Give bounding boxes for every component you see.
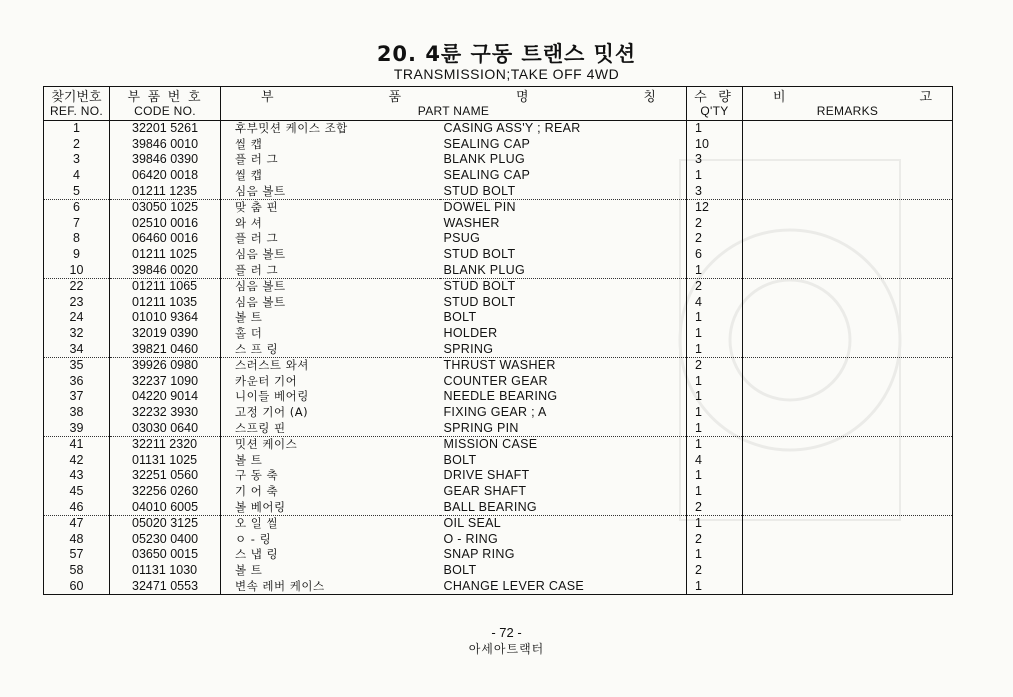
ref-no-cell: 43 bbox=[44, 468, 110, 484]
code-no-cell: 39926 0980 bbox=[110, 357, 221, 373]
english-name-cell: STUD BOLT bbox=[443, 247, 516, 262]
english-name-cell: SNAP RING bbox=[443, 547, 515, 562]
table-row bbox=[44, 547, 953, 563]
header-name-eng: PART NAME bbox=[417, 104, 490, 118]
code-no-cell: 01211 1035 bbox=[110, 295, 221, 311]
korean-name-cell: 스러스트 와셔 bbox=[221, 357, 440, 373]
korean-name-cell: 씰 캡 bbox=[235, 136, 263, 151]
remarks-cell bbox=[743, 547, 953, 563]
code-no-cell: 32237 1090 bbox=[110, 374, 221, 390]
english-name-cell: BLANK PLUG bbox=[443, 152, 526, 167]
korean-name-cell: 기 어 축 bbox=[235, 483, 279, 498]
quantity-cell: 1 bbox=[687, 436, 743, 452]
english-name-cell: SEALING CAP bbox=[443, 168, 531, 183]
header-part-name bbox=[221, 87, 687, 121]
ref-no-cell: 34 bbox=[44, 341, 110, 357]
korean-name-cell: 홀 더 bbox=[235, 326, 263, 341]
parts-table bbox=[43, 86, 953, 595]
quantity-cell: 2 bbox=[687, 499, 743, 515]
korean-name-cell: 볼 트 bbox=[235, 310, 263, 325]
ref-no-cell: 36 bbox=[44, 374, 110, 390]
code-no-cell: 01131 1030 bbox=[110, 563, 221, 579]
quantity-cell: 2 bbox=[687, 216, 743, 232]
table-row bbox=[44, 310, 953, 326]
table-row bbox=[44, 499, 953, 515]
table-row bbox=[44, 452, 953, 468]
korean-name-cell: 후부밋션 케이스 조합 bbox=[235, 121, 348, 136]
remarks-cell bbox=[743, 216, 953, 232]
english-name-cell: BALL BEARING bbox=[443, 499, 537, 514]
code-no-cell: 32232 3930 bbox=[110, 405, 221, 421]
quantity-cell: 1 bbox=[687, 547, 743, 563]
english-name-cell: BOLT bbox=[443, 452, 477, 467]
english-name-cell: DRIVE SHAFT bbox=[443, 468, 530, 483]
table-row bbox=[44, 183, 953, 199]
table-row bbox=[44, 295, 953, 311]
table-row bbox=[44, 278, 953, 294]
quantity-cell: 2 bbox=[687, 563, 743, 579]
table-row bbox=[44, 262, 953, 278]
ref-no-cell: 37 bbox=[44, 389, 110, 405]
code-no-cell: 01211 1025 bbox=[110, 247, 221, 263]
english-name-cell: STUD BOLT bbox=[440, 278, 687, 294]
code-no-cell: 39846 0010 bbox=[110, 137, 221, 153]
table-row bbox=[44, 326, 953, 342]
english-name-cell: O - RING bbox=[443, 531, 498, 546]
quantity-cell: 3 bbox=[687, 152, 743, 168]
ref-no-cell: 8 bbox=[44, 231, 110, 247]
quantity-cell: 2 bbox=[687, 231, 743, 247]
remarks-cell bbox=[743, 137, 953, 153]
english-name-cell: DOWEL PIN bbox=[440, 199, 687, 215]
remarks-cell bbox=[743, 578, 953, 594]
remarks-cell bbox=[743, 199, 953, 215]
quantity-cell: 4 bbox=[687, 295, 743, 311]
quantity-cell: 1 bbox=[687, 420, 743, 436]
english-name-cell: CHANGE LEVER CASE bbox=[443, 578, 585, 593]
table-row bbox=[44, 199, 953, 215]
table-row bbox=[44, 152, 953, 168]
table-header-row bbox=[44, 87, 953, 121]
code-no-cell: 06460 0016 bbox=[110, 231, 221, 247]
remarks-cell bbox=[743, 420, 953, 436]
table-row bbox=[44, 121, 953, 137]
remarks-cell bbox=[743, 468, 953, 484]
remarks-cell bbox=[743, 262, 953, 278]
remarks-cell bbox=[743, 436, 953, 452]
page-subtitle: TRANSMISSION;TAKE OFF 4WD bbox=[393, 66, 620, 82]
english-name-cell: OIL SEAL bbox=[440, 515, 687, 531]
korean-name-cell: 고정 기어 (A) bbox=[235, 404, 309, 419]
korean-name-cell: 변속 레버 케이스 bbox=[235, 578, 325, 593]
ref-no-cell: 35 bbox=[44, 357, 110, 373]
korean-name-cell: 볼 트 bbox=[235, 452, 263, 467]
code-no-cell: 01211 1065 bbox=[110, 278, 221, 294]
quantity-cell: 2 bbox=[687, 531, 743, 547]
ref-no-cell: 22 bbox=[44, 278, 110, 294]
code-no-cell: 03030 0640 bbox=[110, 420, 221, 436]
english-name-cell: STUD BOLT bbox=[443, 183, 516, 198]
ref-no-cell: 39 bbox=[44, 420, 110, 436]
remarks-cell bbox=[743, 121, 953, 137]
header-remarks bbox=[743, 87, 953, 121]
ref-no-cell: 32 bbox=[44, 326, 110, 342]
quantity-cell: 1 bbox=[687, 389, 743, 405]
korean-name-cell: 심음 볼트 bbox=[235, 294, 286, 309]
quantity-cell: 1 bbox=[687, 341, 743, 357]
english-name-cell: BOLT bbox=[443, 310, 477, 325]
code-no-cell: 01010 9364 bbox=[110, 310, 221, 326]
korean-name-cell: 스프링 핀 bbox=[235, 420, 286, 435]
code-no-cell: 32201 5261 bbox=[110, 121, 221, 137]
korean-name-cell: 와 셔 bbox=[235, 215, 263, 230]
table-row bbox=[44, 420, 953, 436]
table-row bbox=[44, 216, 953, 232]
code-no-cell: 32211 2320 bbox=[110, 436, 221, 452]
ref-no-cell: 1 bbox=[44, 121, 110, 137]
ref-no-cell: 41 bbox=[44, 436, 110, 452]
code-no-cell: 01211 1235 bbox=[110, 183, 221, 199]
ref-no-cell: 57 bbox=[44, 547, 110, 563]
korean-name-cell: 스 프 링 bbox=[235, 341, 279, 356]
ref-no-cell: 48 bbox=[44, 531, 110, 547]
ref-no-cell: 6 bbox=[44, 199, 110, 215]
table-row bbox=[44, 436, 953, 452]
quantity-cell: 1 bbox=[687, 374, 743, 390]
remarks-cell bbox=[743, 295, 953, 311]
header-name-kor bbox=[221, 89, 686, 104]
ref-no-cell: 46 bbox=[44, 499, 110, 515]
quantity-cell: 1 bbox=[687, 515, 743, 531]
ref-no-cell: 3 bbox=[44, 152, 110, 168]
english-name-cell: SPRING bbox=[443, 341, 494, 356]
quantity-cell: 6 bbox=[687, 247, 743, 263]
publisher-footer: 아세아트랙터 bbox=[468, 642, 545, 656]
remarks-cell bbox=[743, 389, 953, 405]
quantity-cell: 1 bbox=[687, 121, 743, 137]
quantity-cell: 3 bbox=[687, 183, 743, 199]
english-name-cell: SPRING PIN bbox=[443, 420, 519, 435]
code-no-cell: 39846 0390 bbox=[110, 152, 221, 168]
header-name-kor-2: 품 bbox=[388, 89, 402, 104]
code-no-cell: 05020 3125 bbox=[110, 515, 221, 531]
table-row bbox=[44, 484, 953, 500]
remarks-cell bbox=[743, 405, 953, 421]
remarks-cell bbox=[743, 452, 953, 468]
remarks-cell bbox=[743, 374, 953, 390]
ref-no-cell: 2 bbox=[44, 137, 110, 153]
korean-name-cell: 구 동 축 bbox=[235, 468, 279, 483]
english-name-cell: PSUG bbox=[443, 231, 481, 246]
header-name-kor-1: 부 bbox=[261, 89, 274, 104]
header-ref-kor: 찾기번호 bbox=[51, 89, 102, 104]
ref-no-cell: 4 bbox=[44, 168, 110, 184]
english-name-cell: BOLT bbox=[443, 562, 477, 577]
english-name-cell: THRUST WASHER bbox=[440, 357, 687, 373]
table-row bbox=[44, 341, 953, 357]
table-row bbox=[44, 405, 953, 421]
english-name-cell: CASING ASS'Y ; REAR bbox=[443, 121, 581, 136]
table-row bbox=[44, 168, 953, 184]
remarks-cell bbox=[743, 341, 953, 357]
table-row bbox=[44, 468, 953, 484]
english-name-cell: FIXING GEAR ; A bbox=[443, 404, 547, 419]
remarks-cell bbox=[743, 231, 953, 247]
korean-name-cell: 볼 트 bbox=[235, 562, 263, 577]
remarks-cell bbox=[743, 357, 953, 373]
quantity-cell: 1 bbox=[687, 326, 743, 342]
remarks-cell bbox=[743, 326, 953, 342]
table-row bbox=[44, 247, 953, 263]
english-name-cell: HOLDER bbox=[443, 326, 498, 341]
header-ref bbox=[44, 87, 110, 121]
english-name-cell: WASHER bbox=[443, 215, 500, 230]
quantity-cell: 1 bbox=[687, 405, 743, 421]
quantity-cell: 10 bbox=[687, 137, 743, 153]
page-title: 20. 4륜 구동 트랜스 밋션 bbox=[376, 42, 637, 66]
ref-no-cell: 60 bbox=[44, 578, 110, 594]
table-row bbox=[44, 357, 953, 373]
korean-name-cell: 스 냅 링 bbox=[235, 547, 279, 562]
table-row bbox=[44, 563, 953, 579]
korean-name-cell: ㅇ - 링 bbox=[235, 531, 272, 546]
table-row bbox=[44, 374, 953, 390]
code-no-cell: 32256 0260 bbox=[110, 484, 221, 500]
korean-name-cell: 볼 베어링 bbox=[235, 499, 286, 514]
table-row bbox=[44, 515, 953, 531]
quantity-cell: 1 bbox=[687, 484, 743, 500]
english-name-cell: SEALING CAP bbox=[443, 136, 531, 151]
header-code-eng: CODE NO. bbox=[134, 104, 196, 118]
quantity-cell: 4 bbox=[687, 452, 743, 468]
ref-no-cell: 47 bbox=[44, 515, 110, 531]
ref-no-cell: 58 bbox=[44, 563, 110, 579]
korean-name-cell: 심음 볼트 bbox=[235, 183, 286, 198]
header-rem-kor-2: 고 bbox=[919, 89, 932, 104]
english-name-cell: GEAR SHAFT bbox=[443, 483, 527, 498]
table-row bbox=[44, 137, 953, 153]
code-no-cell: 03050 1025 bbox=[110, 199, 221, 215]
code-no-cell: 32471 0553 bbox=[110, 578, 221, 594]
korean-name-cell: 밋션 케이스 bbox=[221, 436, 440, 452]
ref-no-cell: 10 bbox=[44, 262, 110, 278]
korean-name-cell: 심음 볼트 bbox=[221, 278, 440, 294]
header-code bbox=[110, 87, 221, 121]
code-no-cell: 39821 0460 bbox=[110, 341, 221, 357]
ref-no-cell: 42 bbox=[44, 452, 110, 468]
english-name-cell: MISSION CASE bbox=[440, 436, 687, 452]
quantity-cell: 2 bbox=[687, 278, 743, 294]
page-number: - 72 - bbox=[491, 625, 522, 640]
header-name-kor-3: 명 bbox=[515, 89, 529, 104]
remarks-cell bbox=[743, 310, 953, 326]
code-no-cell: 06420 0018 bbox=[110, 168, 221, 184]
remarks-cell bbox=[743, 499, 953, 515]
code-no-cell: 01131 1025 bbox=[110, 452, 221, 468]
remarks-cell bbox=[743, 247, 953, 263]
table-row bbox=[44, 578, 953, 594]
quantity-cell: 12 bbox=[687, 199, 743, 215]
korean-name-cell: 카운터 기어 bbox=[235, 373, 298, 388]
korean-name-cell: 심음 볼트 bbox=[235, 247, 286, 262]
table-row bbox=[44, 531, 953, 547]
table-row bbox=[44, 389, 953, 405]
korean-name-cell: 오 일 씰 bbox=[221, 515, 440, 531]
remarks-cell bbox=[743, 531, 953, 547]
code-no-cell: 39846 0020 bbox=[110, 262, 221, 278]
korean-name-cell: 맞 춤 핀 bbox=[221, 199, 440, 215]
header-rem-kor bbox=[743, 89, 952, 104]
code-no-cell: 32019 0390 bbox=[110, 326, 221, 342]
ref-no-cell: 7 bbox=[44, 216, 110, 232]
ref-no-cell: 45 bbox=[44, 484, 110, 500]
remarks-cell bbox=[743, 278, 953, 294]
code-no-cell: 03650 0015 bbox=[110, 547, 221, 563]
korean-name-cell: 씰 캡 bbox=[235, 168, 263, 183]
ref-no-cell: 5 bbox=[44, 183, 110, 199]
quantity-cell: 1 bbox=[687, 168, 743, 184]
code-no-cell: 02510 0016 bbox=[110, 216, 221, 232]
korean-name-cell: 플 러 그 bbox=[235, 231, 279, 246]
remarks-cell bbox=[743, 168, 953, 184]
korean-name-cell: 니이들 베어링 bbox=[235, 389, 309, 404]
english-name-cell: NEEDLE BEARING bbox=[443, 389, 558, 404]
code-no-cell: 05230 0400 bbox=[110, 531, 221, 547]
remarks-cell bbox=[743, 183, 953, 199]
remarks-cell bbox=[743, 563, 953, 579]
header-ref-eng: REF. NO. bbox=[49, 104, 104, 118]
ref-no-cell: 9 bbox=[44, 247, 110, 263]
header-rem-eng: REMARKS bbox=[816, 104, 879, 118]
english-name-cell: COUNTER GEAR bbox=[443, 373, 548, 388]
header-name-kor-4: 칭 bbox=[643, 89, 656, 104]
ref-no-cell: 24 bbox=[44, 310, 110, 326]
quantity-cell: 1 bbox=[687, 578, 743, 594]
english-name-cell: STUD BOLT bbox=[443, 294, 516, 309]
code-no-cell: 32251 0560 bbox=[110, 468, 221, 484]
quantity-cell: 1 bbox=[687, 468, 743, 484]
code-no-cell: 04010 6005 bbox=[110, 499, 221, 515]
korean-name-cell: 플 러 그 bbox=[235, 262, 279, 277]
remarks-cell bbox=[743, 515, 953, 531]
header-rem-kor-1: 비 bbox=[773, 89, 786, 104]
remarks-cell bbox=[743, 152, 953, 168]
table-row bbox=[44, 231, 953, 247]
quantity-cell: 1 bbox=[687, 310, 743, 326]
quantity-cell: 1 bbox=[687, 262, 743, 278]
ref-no-cell: 38 bbox=[44, 405, 110, 421]
header-code-kor: 부 품 번 호 bbox=[127, 89, 203, 104]
code-no-cell: 04220 9014 bbox=[110, 389, 221, 405]
remarks-cell bbox=[743, 484, 953, 500]
header-qty-eng: Q'TY bbox=[700, 104, 729, 118]
header-qty-kor: 수 량 bbox=[694, 89, 735, 104]
korean-name-cell: 플 러 그 bbox=[235, 152, 279, 167]
quantity-cell: 2 bbox=[687, 357, 743, 373]
header-qty bbox=[687, 87, 743, 121]
english-name-cell: BLANK PLUG bbox=[443, 262, 526, 277]
ref-no-cell: 23 bbox=[44, 295, 110, 311]
